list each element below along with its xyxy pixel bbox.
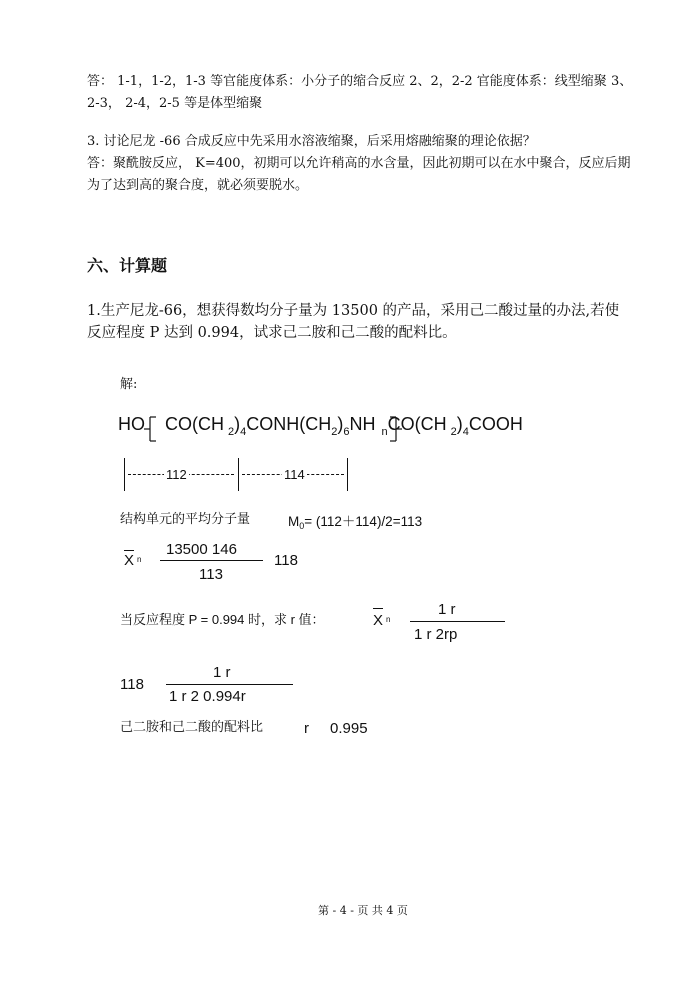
calc-question-line1: 1.生产尼龙-66，想获得数均分子量为 13500 的产品，采用己二酸过量的办法,若使: [87, 303, 620, 319]
q3-question: 3. 讨论尼龙 -66 合成反应中先采用水溶液缩聚，后采用熔融缩聚的理论依据？: [87, 134, 536, 149]
repeat-unit-brackets: [140, 414, 420, 444]
formula-part: CONH(CH: [246, 414, 332, 434]
xn-letter: X: [124, 552, 135, 569]
frac2-numerator: 1 r: [438, 601, 456, 618]
solution-label: 解:: [120, 377, 138, 392]
frac1-bar: [160, 560, 263, 561]
ratio-label: 己二胺和己二酸的配料比: [120, 720, 264, 735]
xn-subscript: n: [386, 615, 391, 624]
xn-overbar: [373, 608, 383, 609]
xn-subscript: n: [137, 555, 142, 564]
formula-subscript: 2: [450, 426, 457, 438]
avg-mw-label: 结构单元的平均分子量: [120, 512, 251, 527]
condition-text: 当反应程度 P = 0.994 时，求 r 值：: [120, 612, 325, 627]
formula-part: COOH: [468, 414, 523, 434]
formula-part: ): [456, 414, 463, 434]
frac2-denominator: 1 r 2rp: [414, 626, 458, 643]
formula-subscript: 4: [462, 426, 469, 438]
formula-subscript: 2: [228, 426, 235, 438]
frac1-denominator: 113: [199, 566, 223, 583]
avg-mw-symbol: M: [288, 514, 300, 529]
avg-mw-formula: [288, 510, 422, 531]
q2-answer-line1: 答： 1-1，1-2，1-3 等官能度体系：小分子的缩合反应 2、2，2-2 官能度体系：线型缩聚 3、: [87, 74, 633, 89]
formula-part: ): [337, 414, 344, 434]
segment-divider: [347, 458, 348, 491]
formula-part: NH: [349, 414, 376, 434]
formula-repeat-n: n: [381, 426, 388, 438]
eq3-left: 118: [120, 676, 144, 693]
ratio-value: 0.995: [330, 720, 368, 737]
frac3-numerator: 1 r: [213, 664, 231, 681]
frac1-numerator: 13500 146: [166, 541, 237, 558]
section-title: 六、计算题: [87, 256, 168, 275]
segment-divider: [238, 458, 239, 491]
formula-part: ): [234, 414, 241, 434]
formula-ho: HO: [118, 414, 145, 434]
frac1-result: 118: [274, 552, 298, 569]
avg-mw-value: = (112＋114)/2=113: [304, 514, 423, 529]
segment-label-112: 112: [166, 467, 187, 482]
frac3-denominator: 1 r 2 0.994r: [169, 688, 246, 705]
formula-subscript: 4: [240, 426, 247, 438]
q3-answer-line1: 答：聚酰胺反应， K=400，初期可以允许稍高的水含量，因此初期可以在水中聚合，反应后期: [87, 156, 631, 171]
page-footer: 第 - 4 - 页 共 4 页: [318, 904, 408, 917]
formula-subscript: 2: [331, 426, 338, 438]
ratio-symbol: r: [304, 720, 309, 737]
segment-label-114: 114: [284, 467, 305, 482]
avg-mw-subscript: 0: [299, 521, 305, 531]
formula-subscript: 6: [343, 426, 350, 438]
xn-letter: X: [373, 612, 384, 629]
segment-divider: [124, 458, 125, 491]
xn-symbol: [124, 552, 141, 569]
q3-answer-line2: 为了达到高的聚合度，就必须要脱水。: [87, 178, 309, 193]
frac2-bar: [410, 621, 505, 622]
xn-overbar: [124, 550, 134, 551]
frac3-bar: [166, 684, 293, 685]
formula-part: CO(CH: [165, 414, 224, 434]
calc-question-line2: 反应程度 P 达到 0.994，试求己二胺和己二酸的配料比。: [87, 325, 457, 341]
xn-symbol-2: [373, 612, 390, 629]
q2-answer-line2: 2-3， 2-4，2-5 等是体型缩聚: [87, 96, 263, 111]
formula-part: CO(CH: [387, 414, 447, 434]
